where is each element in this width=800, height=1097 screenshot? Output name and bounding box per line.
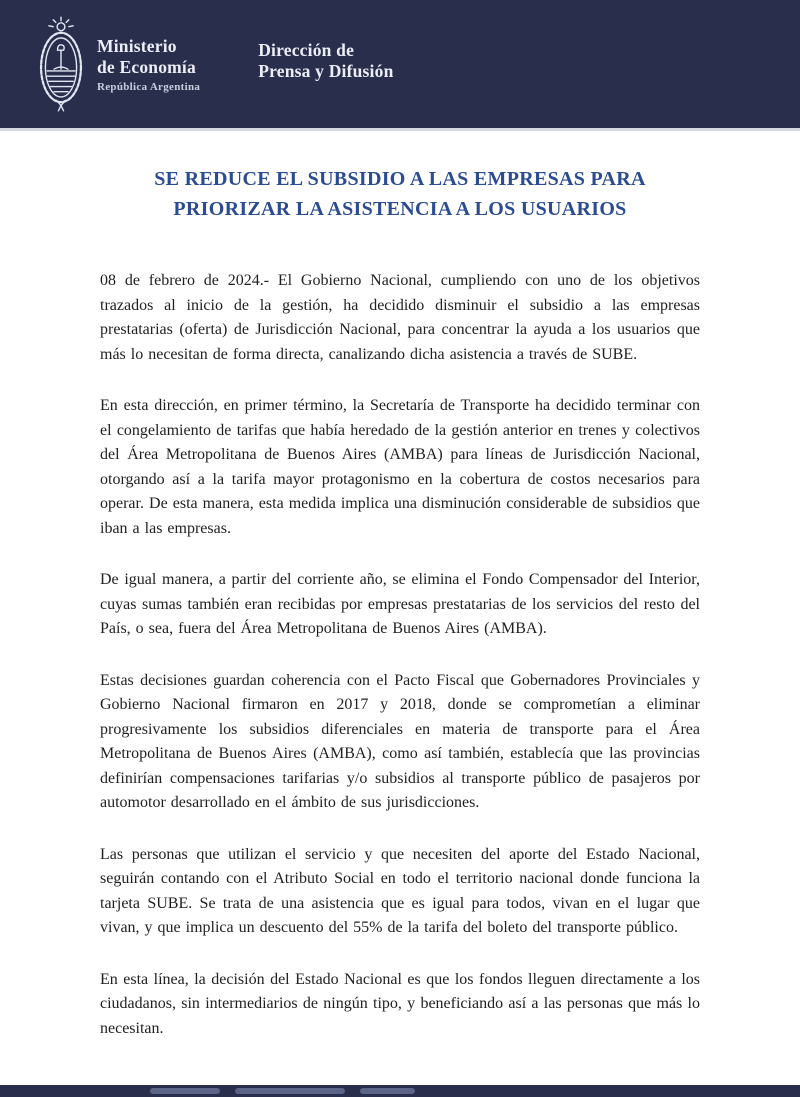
paragraph-5: Las personas que utilizan el servicio y que necesiten del aporte del Estado Nacional, seguirán contando con el Atributo Social en todo el territorio nacional donde funciona la tarjeta SUBE. Se trata de una asistencia que es igual para todos, vivan en el lugar que vivan, y que implica un descuento del 55% de la tarifa del boleto del transporte público. [100, 845, 700, 936]
page-title-line1: SE REDUCE EL SUBSIDIO A LAS EMPRESAS PARA [154, 168, 646, 190]
paragraph-4: Estas decisiones guardan coherencia con el Pacto Fiscal que Gobernadores Provinciales y Gobierno Nacional firmaron en 2017 y 2018, donde se comprometían a eliminar progresivamente los subsidios diferenciales en materia de transporte para el Área Metropolitana de Buenos Aires (AMBA), como así también, establecía que las provincias definirían compensaciones tarifarias y/o subsidios al transporte público de pasajeros por automotor desarrollado en el ámbito de sus jurisdicciones. [100, 671, 700, 811]
footer-text-smudge [150, 1088, 220, 1094]
footer-bar [0, 1085, 800, 1097]
department-line2: Prensa y Difusión [258, 61, 394, 81]
document-body [0, 131, 800, 1068]
page-title-line2: PRIORIZAR LA ASISTENCIA A LOS USUARIOS [173, 198, 627, 220]
page-title [100, 164, 700, 224]
header-banner [0, 0, 800, 128]
department-line1: Dirección de [258, 40, 355, 60]
coat-of-arms-icon [35, 14, 87, 114]
paragraph-2: En esta dirección, en primer término, la Secretaría de Transporte ha decidido terminar con el congelamiento de tarifas que había heredado de la gestión anterior en trenes y colectivos del Área Metropolitana de Buenos Aires (AMBA) para líneas de Jurisdicción Nacional, otorgando así a la tarifa mayor protagonismo en la cobertura de costos necesarios para operar. De esta manera, esta medida implica una disminución considerable de subsidios que iban a las empresas. [100, 397, 700, 537]
department-name [258, 40, 393, 82]
ministry-identity [97, 36, 200, 93]
ministry-name-line2: de Economía [97, 56, 196, 77]
ministry-name-line1: Ministerio [97, 35, 177, 56]
paragraph-6: En esta línea, la decisión del Estado Nacional es que los fondos lleguen directamente a los ciudadanos, sin intermediarios de ningún tipo, y beneficiando así a las personas que más lo necesitan. [100, 970, 700, 1037]
paragraph-3: De igual manera, a partir del corriente año, se elimina el Fondo Compensador del Interior, cuyas sumas también eran recibidas por empresas prestatarias de los servicios del resto del País, o sea, fuera del Área Metropolitana de Buenos Aires (AMBA). [100, 571, 700, 637]
paragraph-1: 08 de febrero de 2024.- El Gobierno Nacional, cumpliendo con uno de los objetivos trazados al inicio de la gestión, ha decidido disminuir el subsidio a las empresas prestatarias (oferta) de Jurisdicción Nacional, para concentrar la ayuda a los usuarios que más lo necesitan de forma directa, canalizando dicha asistencia a través de SUBE. [100, 272, 700, 363]
footer-text-smudge [360, 1088, 415, 1094]
footer-text-smudge [235, 1088, 345, 1094]
ministry-subtitle: República Argentina [97, 80, 201, 93]
